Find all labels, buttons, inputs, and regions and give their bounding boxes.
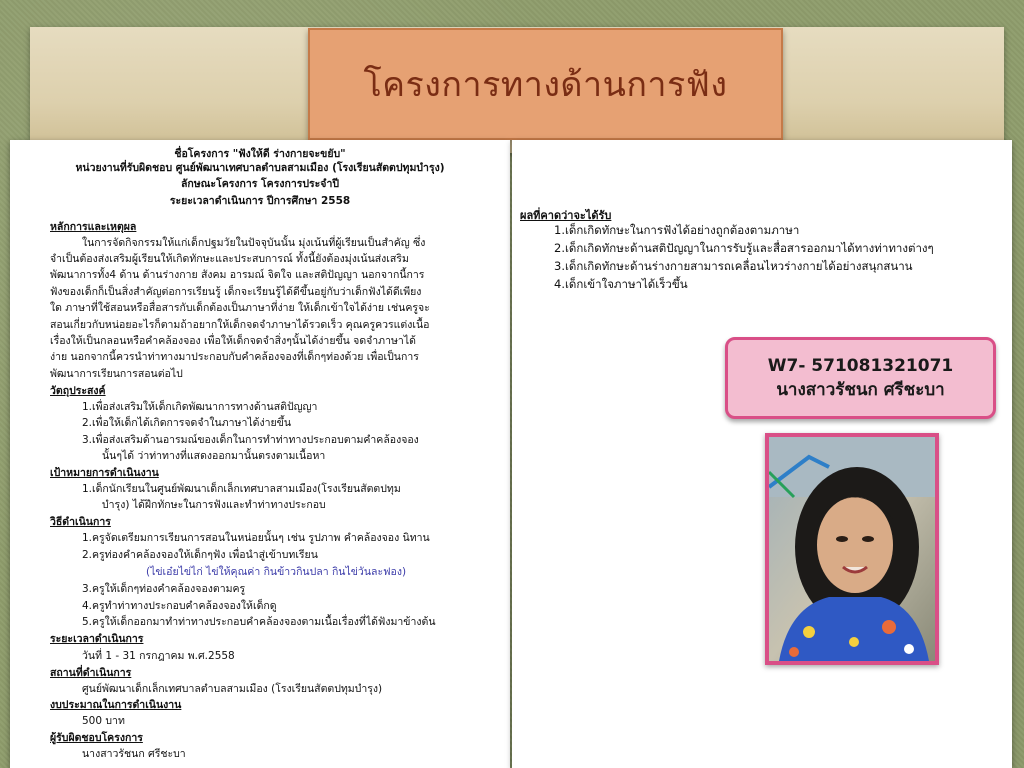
venue-heading: สถานที่ดำเนินการ <box>50 667 132 679</box>
method-heading: วิธีดำเนินการ <box>50 516 111 528</box>
method-item: 1.ครูจัดเตรียมการเรียนการสอนในหน่อยนั้นๆ เช่น รูปภาพ คำคล้องจอง นิทาน <box>82 532 430 544</box>
principle-line: เรื่องให้เป็นกลอนหรือคำคล้องจอง เพื่อให้เด็กจดจำสิ่งๆนั้นได้ง่ายขึ้น จดจำภาษาได้ <box>50 335 416 347</box>
principle-line: จำเป็นต้องส่งเสริมผู้เรียนให้เกิดทักษะและประสบการณ์ ทั้งนี้ยังต้องมุ่งเน้นส่งเสริม <box>50 253 409 265</box>
principle-line: ใด ภาษาที่ใช้สอนหรือสื่อสารกับเด็กต้องเป็นภาษาที่ง่าย ให้เด็กเข้าใจได้ง่าย เช่นครูจะ <box>50 302 430 314</box>
budget-heading: งบประมาณในการดำเนินงาน <box>50 699 182 711</box>
principle-line: พัฒนาการเรียนการสอนต่อไป <box>50 368 183 380</box>
expected-heading: ผลที่คาดว่าจะได้รับ <box>520 209 612 222</box>
period-heading: ระยะเวลาดำเนินการ <box>50 633 144 645</box>
expected-item: 1.เด็กเกิดทักษะในการฟังได้อย่างถูกต้องตามภาษา <box>554 223 800 237</box>
method-item: 4.ครูทำท่าทางประกอบคำคล้องจองให้เด็กดู <box>82 600 277 612</box>
profile-photo-frame <box>765 433 939 665</box>
objectives-heading: วัตถุประสงค์ <box>50 385 106 397</box>
budget-value: 500 บาท <box>82 715 125 727</box>
agency-line: หน่วยงานที่รับผิดชอบ ศูนย์พัฒนาเทศบาลตำบลสามเมือง (โรงเรียนสัตตปทุมบำรุง) <box>75 162 445 174</box>
page-title: โครงการทางด้านการฟัง <box>363 65 728 105</box>
project-type-line: ลักษณะโครงการ โครงการประจำปี <box>180 178 340 190</box>
objective-item: 1.เพื่อส่งเสริมให้เด็กเกิดพัฒนาการทางด้านสติปัญญา <box>82 401 318 413</box>
project-name-line: ชื่อโครงการ "ฟังให้ดี ร่างกายจะขยับ" <box>174 148 346 160</box>
objective-item: 2.เพื่อให้เด็กได้เกิดการจดจำในภาษาได้ง่ายขึ้น <box>82 417 291 429</box>
target-heading: เป้าหมายการดำเนินงาน <box>50 467 159 479</box>
responsible-heading: ผู้รับผิดชอบโครงการ <box>50 732 143 744</box>
principle-line: สอนเกี่ยวกับหน่อยอะไรก็ตามถ้าอยากให้เด็กจดจำภาษาได้รวดเร็ว คุณครูควรแต่งเนื้อ <box>50 319 430 331</box>
student-code: W7- 571081321071 <box>767 356 954 376</box>
left-page <box>10 140 510 768</box>
method-item: 2.ครูท่องคำคล้องจองให้เด็กๆฟัง เพื่อนำสู่เข้าบทเรียน <box>82 549 318 561</box>
chant-text: (ไข่เอ๋ยไข่ไก่ ไข่ให้คุณค่า กินข้าวกินปลา กินไข่วันละฟอง) <box>146 566 407 578</box>
responsible-value: นางสาวรัชนก ศรีชะบา <box>82 748 186 760</box>
student-id-card <box>725 337 996 419</box>
student-name: นางสาวรัชนก ศรีชะบา <box>776 380 945 400</box>
target-item: 1.เด็กนักเรียนในศูนย์พัฒนาเด็กเล็กเทศบาลสามเมือง(โรงเรียนสัตตปทุม <box>82 483 401 495</box>
expected-item: 4.เด็กเข้าใจภาษาได้เร็วขึ้น <box>554 277 688 291</box>
target-item: บำรุง) ได้ฝึกทักษะในการฟังและทำท่าทางประกอบ <box>102 499 326 511</box>
method-item: 3.ครูให้เด็กๆท่องคำคล้องจองตามครู <box>82 583 246 595</box>
principle-line: ฟังของเด็กก็เป็นสิ่งสำคัญต่อการเรียนรู้ เด็กจะเรียนรู้ได้ดีขึ้นอยู่กับว่าเด็กฟังได้ดีเพียง <box>50 286 422 298</box>
expected-item: 2.เด็กเกิดทักษะด้านสติปัญญาในการรับรู้และสื่อสารออกมาได้ทางท่าทางต่างๆ <box>554 241 934 255</box>
period-value: วันที่ 1 - 31 กรกฎาคม พ.ศ.2558 <box>82 650 235 662</box>
expected-item: 3.เด็กเกิดทักษะด้านร่างกายสามารถเคลื่อนไหวร่างกายได้อย่างสนุกสนาน <box>554 259 913 273</box>
objective-item: นั้นๆได้ ว่าท่าทางที่แสดงออกมานั้นตรงตามเนื้อหา <box>102 450 326 462</box>
objective-item: 3.เพื่อส่งเสริมด้านอารมณ์ของเด็กในการทำท่าทางประกอบตามคำคล้องจอง <box>82 434 419 446</box>
method-item: 5.ครูให้เด็กออกมาทำท่าทางประกอบคำคล้องจองตามเนื้อเรื่องที่ได้ฟังมาข้างต้น <box>82 616 436 628</box>
principle-line: พัฒนาการทั้ง4 ด้าน ด้านร่างกาย สังคม อารมณ์ จิตใจ และสติปัญญา นอกจากนี้การ <box>50 269 425 281</box>
duration-line: ระยะเวลาดำเนินการ ปีการศึกษา 2558 <box>169 195 351 207</box>
venue-value: ศูนย์พัฒนาเด็กเล็กเทศบาลตำบลสามเมือง (โรงเรียนสัตตปทุมบำรุง) <box>82 683 383 695</box>
profile-photo <box>769 437 935 661</box>
principle-line: ง่าย นอกจากนี้ควรนำท่าทางมาประกอบกับคำคล้องจองที่เด็กๆท่องด้วย เพื่อเป็นการ <box>50 351 419 363</box>
principle-heading: หลักการและเหตุผล <box>50 221 137 233</box>
principle-line: ในการจัดกิจกรรมให้แก่เด็กปฐมวัยในปัจจุบันนั้น มุ่งเน้นที่ผู้เรียนเป็นสำคัญ ซึ่ง <box>82 237 426 249</box>
title-banner <box>308 28 783 140</box>
